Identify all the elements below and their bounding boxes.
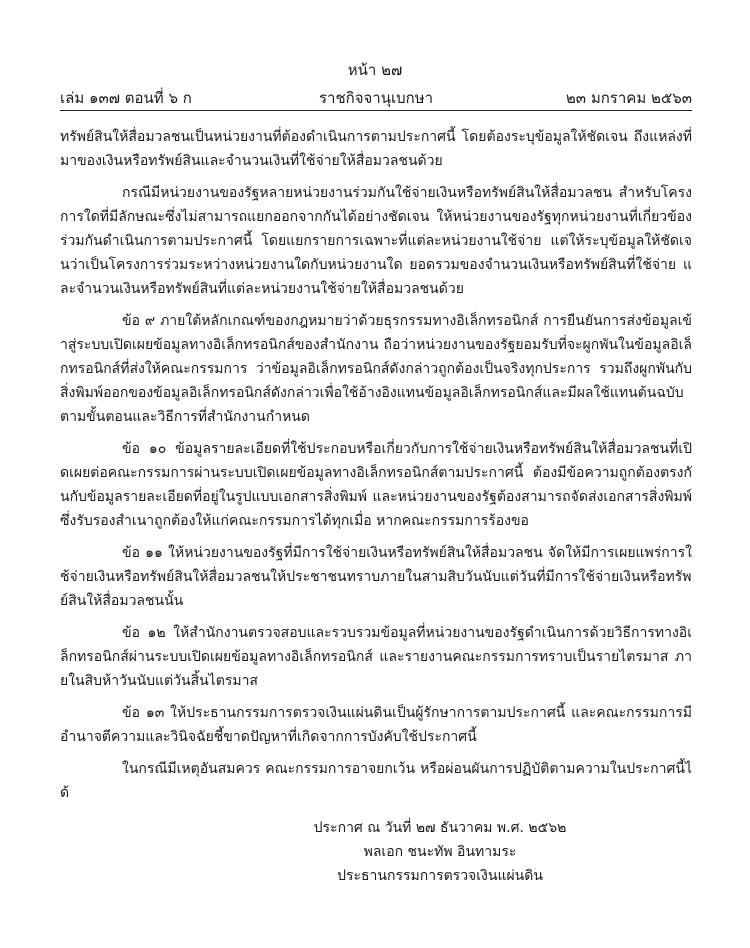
paragraph: ทรัพย์สินให้สื่อมวลชนเป็นหน่วยงานที่ต้องดำเนินการตามประกาศนี้ โดยต้องระบุข้อมูลให้ชัดเจน ถึงแหล่งที่มาของเงินหรือทรัพย์สินและจำนวนเงินที่ใช้จ่ายให้สื่อมวลชนด้วย — [60, 129, 692, 169]
publication-date: ๒๓ มกราคม ๒๕๖๓ — [565, 89, 692, 107]
document-body — [60, 125, 692, 805]
page-number: หน้า ๒๗ — [347, 61, 403, 79]
paragraph: กรณีมีหน่วยงานของรัฐหลายหน่วยงานร่วมกันใช้จ่ายเงินหรือทรัพย์สินให้สื่อมวลชน สำหรับโครงการใดที่มีลักษณะซึ่งไม่สามารถแยกออกจากกันได้อย่างชัดเจน ให้หน่วยงานของรัฐทุกหน่วยงานที่เกี่ยวข้องร่วมกันดำเนินการตามประกาศนี้ โดยแยกรายการเฉพาะที่แต่ละหน่วยงานใช้จ่าย แต่ให้ระบุข้อมูลให้ชัดเจนว่าเป็นโครงการร่วมระหว่างหน่วยงานใดกับหน่วยงานใด ยอดรวมของจำนวนเงินหรือทรัพย์สินที่ใช้จ่าย และจำนวนเงินหรือทรัพย์สินที่แต่ละหน่วยงานใช้จ่ายให้สื่อมวลชนด้วย — [60, 185, 692, 297]
volume-issue: เล่ม ๑๓๗ ตอนที่ ๖ ก — [60, 89, 192, 107]
signature-block — [270, 816, 610, 888]
header-divider — [60, 110, 692, 111]
publication-title: ราชกิจจานุเบกษา — [318, 89, 434, 107]
paragraph: ในกรณีมีเหตุอันสมควร คณะกรรมการอาจยกเว้น หรือผ่อนผันการปฏิบัติตามความในประกาศนี้ได้ — [60, 761, 692, 801]
paragraph: ข้อ ๑๑ ให้หน่วยงานของรัฐที่มีการใช้จ่ายเงินหรือทรัพย์สินให้สื่อมวลชน จัดให้มีการเผยแพร่การใช้จ่ายเงินหรือทรัพย์สินให้สื่อมวลชนให้ประชาชนทราบภายในสามสิบวันนับแต่วันที่มีการใช้จ่ายเงินหรือทรัพย์สินให้สื่อมวลชนนั้น — [60, 545, 692, 609]
paragraph: ข้อ ๑๒ ให้สำนักงานตรวจสอบและรวบรวมข้อมูลที่หน่วยงานของรัฐดำเนินการด้วยวิธีการทางอิเล็กทรอนิกส์ผ่านระบบเปิดเผยข้อมูลทางอิเล็กทรอนิกส์ และรายงานคณะกรรมการทราบเป็นรายไตรมาส ภายในสิบห้าวันนับแต่วันสิ้นไตรมาส — [60, 625, 692, 689]
signatory-name: พลเอก ชนะทัพ อินทามระ — [363, 844, 517, 860]
announcement-date: ประกาศ ณ วันที่ ๒๗ ธันวาคม พ.ศ. ๒๕๖๒ — [313, 820, 567, 836]
gazette-header — [60, 86, 692, 110]
paragraph: ข้อ ๑๐ ข้อมูลรายละเอียดที่ใช้ประกอบหรือเกี่ยวกับการใช้จ่ายเงินหรือทรัพย์สินให้สื่อมวลชนที่เปิดเผยต่อคณะกรรมการผ่านระบบเปิดเผยข้อมูลทางอิเล็กทรอนิกส์ตามประกาศนี้ ต้องมีข้อความถูกต้องตรงกันกับข้อมูลรายละเอียดที่อยู่ในรูปแบบเอกสารสิ่งพิมพ์ และหน่วยงานของรัฐต้องสามารถจัดส่งเอกสารสิ่งพิมพ์ซึ่งรับรองสำเนาถูกต้องให้แก่คณะกรรมการได้ทุกเมื่อ หากคณะกรรมการร้องขอ — [60, 441, 692, 529]
paragraph: ข้อ ๙ ภายใต้หลักเกณฑ์ของกฎหมายว่าด้วยธุรกรรมทางอิเล็กทรอนิกส์ การยืนยันการส่งข้อมูลเข้าสู่ระบบเปิดเผยข้อมูลทางอิเล็กทรอนิกส์ของสำนักงาน ถือว่าหน่วยงานของรัฐยอมรับที่จะผูกพันในข้อมูลอิเล็กทรอนิกส์ที่ส่งให้คณะกรรมการ ว่าข้อมูลอิเล็กทรอนิกส์ดังกล่าวถูกต้องเป็นจริงทุกประการ รวมถึงผูกพันกับสิ่งพิมพ์ออกของข้อมูลอิเล็กทรอนิกส์ดังกล่าวเพื่อใช้อ้างอิงแทนข้อมูลอิเล็กทรอนิกส์และมีผลใช้แทนต้นฉบับ ตามขั้นตอนและวิธีการที่สำนักงานกำหนด — [60, 313, 692, 425]
paragraph: ข้อ ๑๓ ให้ประธานกรรมการตรวจเงินแผ่นดินเป็นผู้รักษาการตามประกาศนี้ และคณะกรรมการมีอำนาจตีความและวินิจฉัยชี้ขาดปัญหาที่เกิดจากการบังคับใช้ประกาศนี้ — [60, 705, 692, 745]
signatory-position: ประธานกรรมการตรวจเงินแผ่นดิน — [337, 868, 543, 884]
